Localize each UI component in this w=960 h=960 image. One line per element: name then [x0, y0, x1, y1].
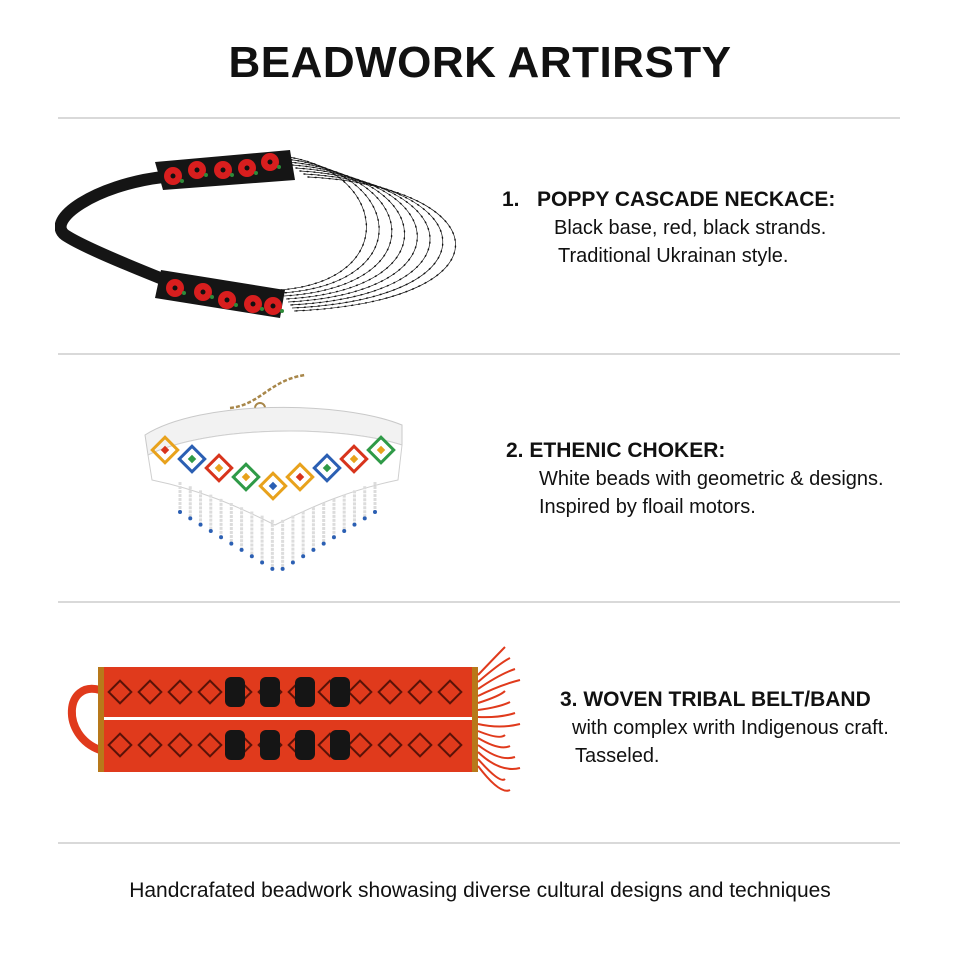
divider-1: [58, 353, 900, 355]
footer-caption: Handcrafated beadwork showasing diverse cultural designs and techniques: [129, 879, 831, 902]
item-1-number: 1.: [502, 188, 520, 211]
item-2-line-2: Inspired by floail motors.: [539, 496, 756, 518]
item-1-line-1: Black base, red, black strands.: [554, 217, 827, 239]
item-2-heading: [506, 437, 884, 465]
item-3-number: 3.: [560, 688, 578, 711]
item-1-text: [502, 186, 835, 270]
item-3-title: WOVEN TRIBAL BELT/BAND: [583, 688, 871, 711]
divider-top: [58, 117, 900, 119]
item-3-text: [560, 686, 889, 770]
item-3-line-1: with complex writh Indigenous craft.: [572, 717, 889, 739]
item-2-title: ETHENIC CHOKER:: [529, 439, 726, 462]
item-2-number: 2.: [506, 439, 524, 462]
divider-2: [58, 601, 900, 603]
divider-3: [58, 842, 900, 844]
item-1-title: POPPY CASCADE NECKACE:: [537, 188, 836, 211]
item-3-heading: [560, 686, 889, 714]
poppy-necklace-image: [55, 140, 500, 335]
item-3-line-2: Tasseled.: [575, 745, 660, 767]
item-2-text: [506, 437, 884, 521]
ethnic-choker-image: [140, 370, 410, 590]
item-1-heading: [502, 186, 835, 214]
page-title: BEADWORK ARTIRSTY: [228, 38, 732, 87]
tribal-belt-image: [60, 635, 530, 805]
item-2-line-1: White beads with geometric & designs.: [539, 468, 884, 490]
item-1-line-2: Traditional Ukrainan style.: [558, 245, 789, 267]
